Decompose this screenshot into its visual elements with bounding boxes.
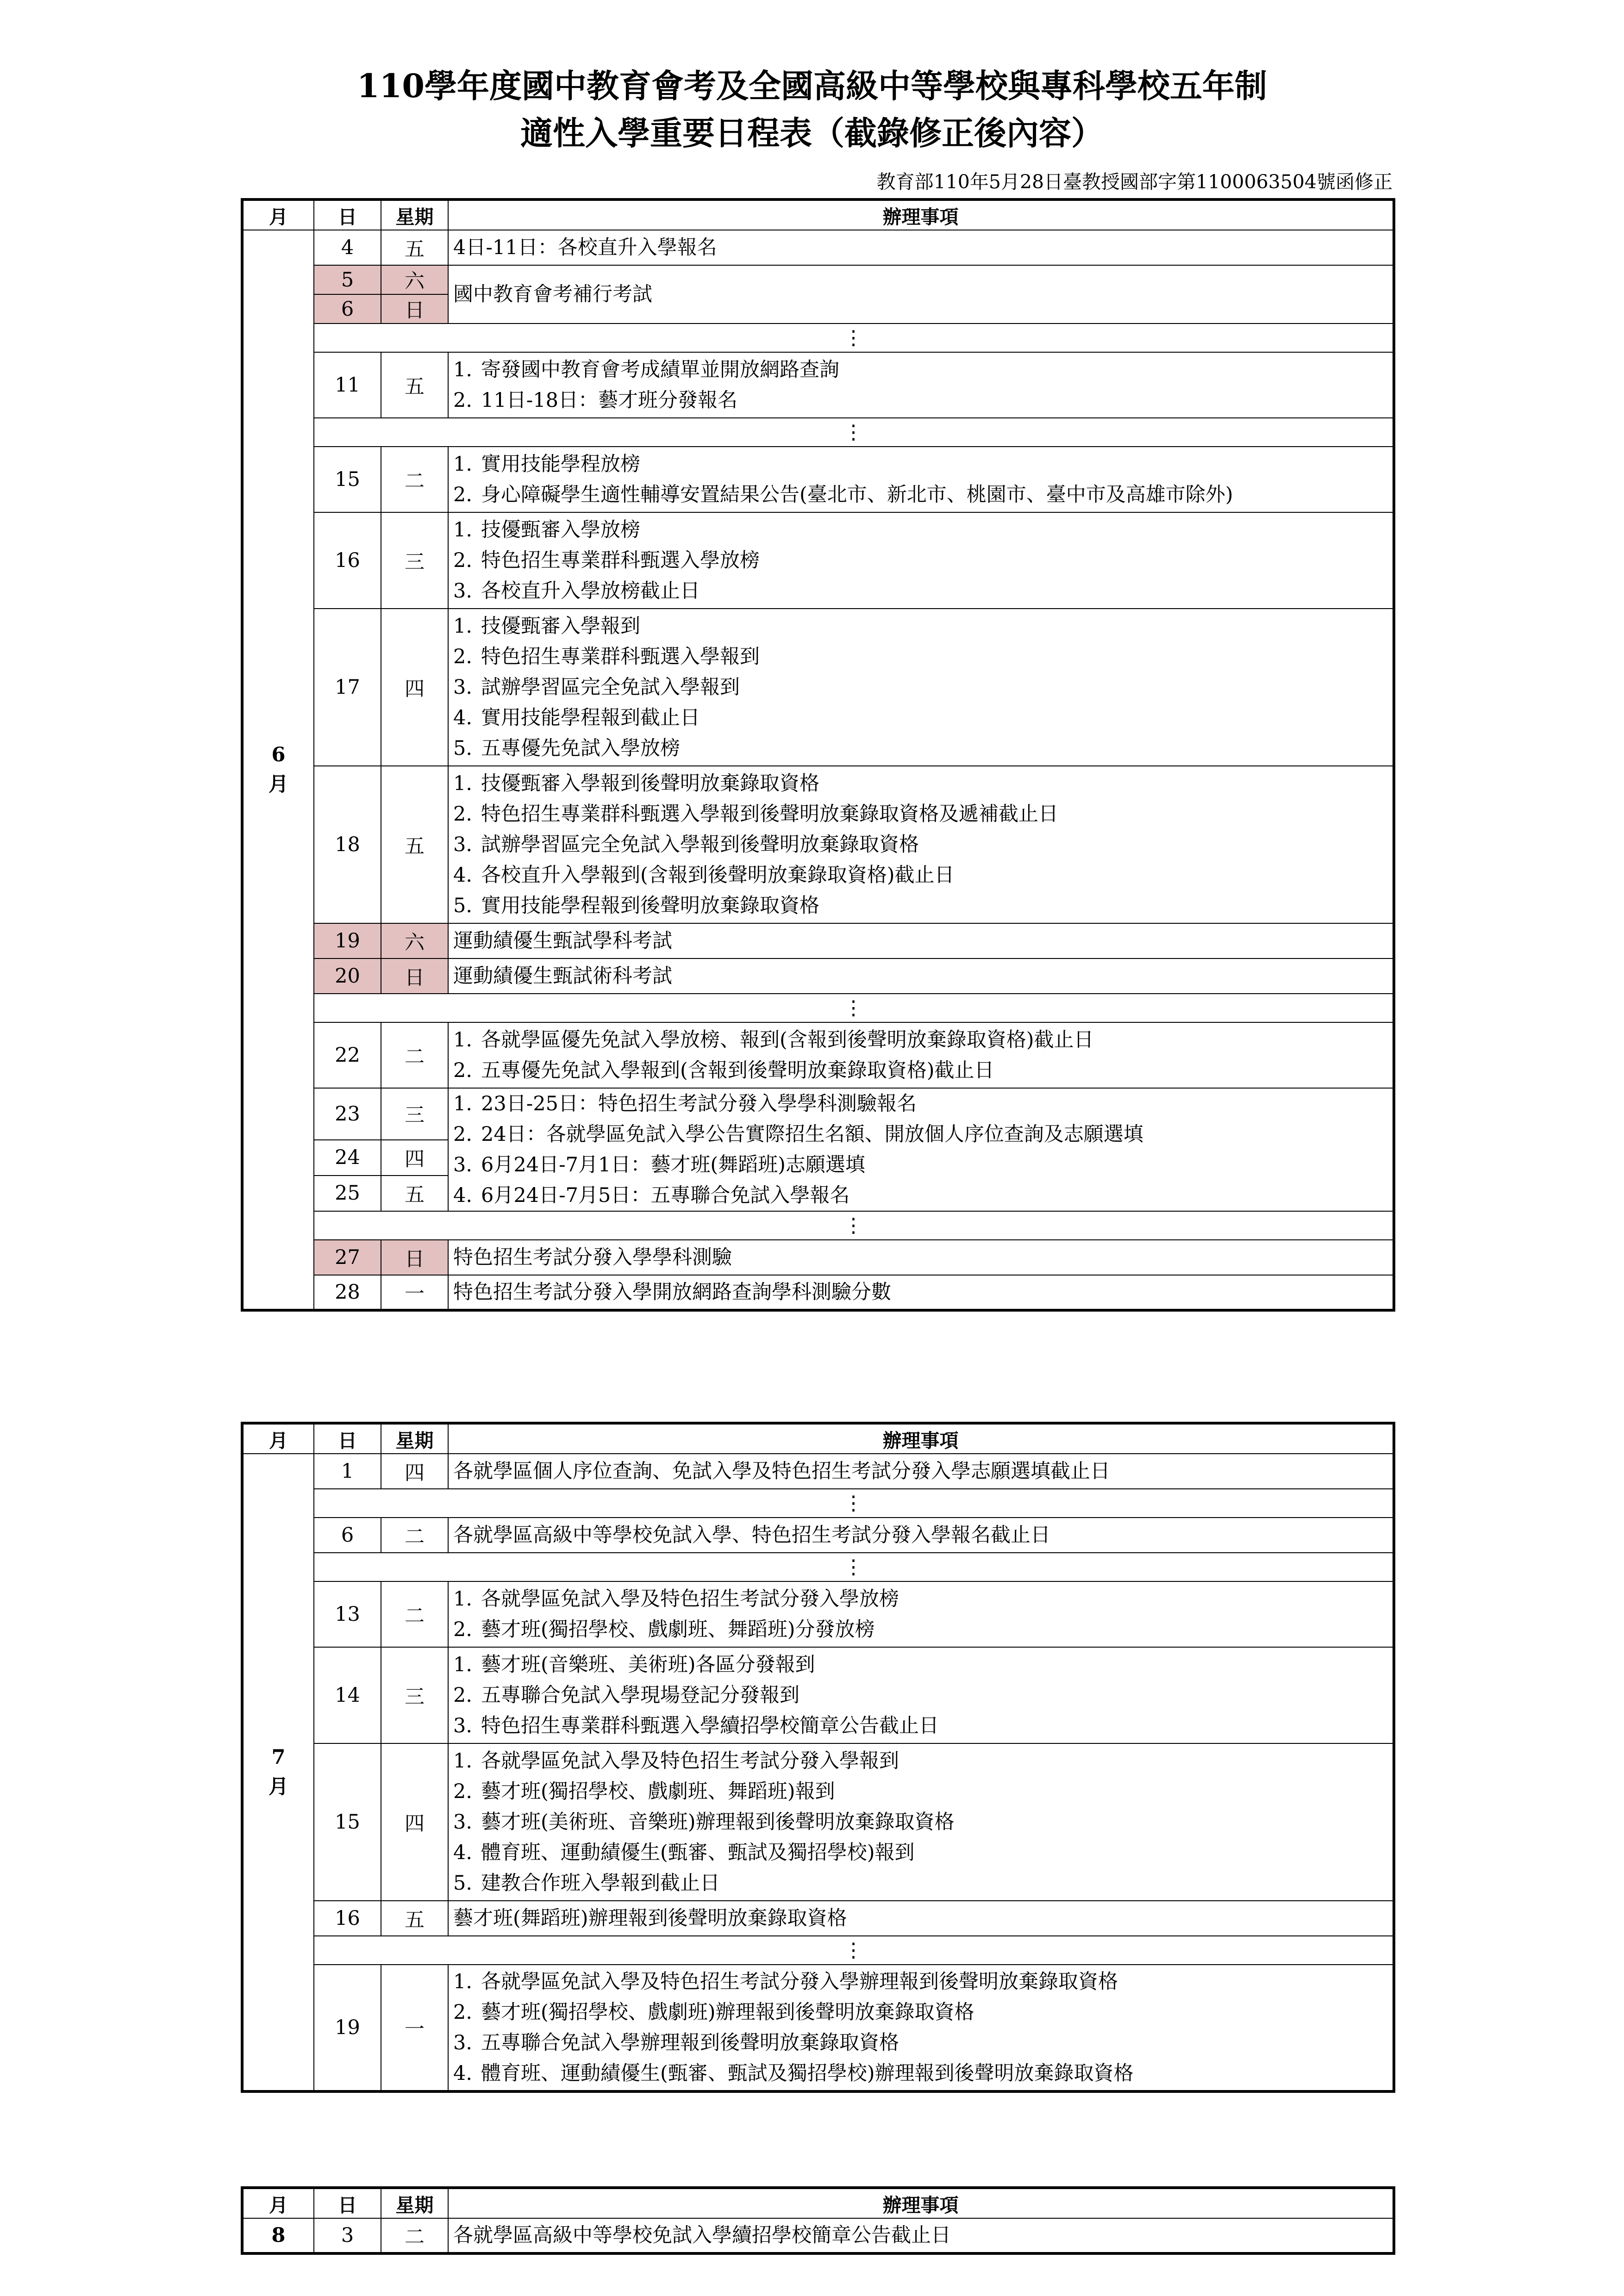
item-line: 2. 藝才班(獨招學校、戲劇班、舞蹈班)報到: [453, 1780, 835, 1803]
weekday-cell: 三: [381, 512, 448, 609]
day-cell: 19: [314, 1965, 381, 2091]
item-line: 1. 23日-25日：特色招生考試分發入學學科測驗報名: [453, 1092, 917, 1115]
table-row: [242, 1088, 1394, 1140]
weekday-cell: 五: [381, 352, 448, 418]
items-cell: [448, 609, 1394, 766]
weekday-cell: 四: [381, 1140, 448, 1176]
day-cell: 24: [314, 1140, 381, 1176]
items-cell: [448, 1022, 1394, 1088]
schedule-table-august: [241, 2186, 1395, 2255]
table-row: [242, 1454, 1394, 1489]
weekday-cell: 五: [381, 1176, 448, 1211]
month-cell: 8: [242, 2218, 314, 2253]
header-items: 辦理事項: [448, 1423, 1394, 1454]
item-line: 4. 各校直升入學報到(含報到後聲明放棄錄取資格)截止日: [453, 864, 955, 887]
weekday-cell: 三: [381, 1088, 448, 1140]
item-line: 2. 五專優先免試入學報到(含報到後聲明放棄錄取資格)截止日: [453, 1059, 994, 1082]
item-line: 2. 11日-18日：藝才班分發報名: [453, 389, 737, 412]
items-cell: [448, 1454, 1394, 1489]
weekday-cell: 二: [381, 447, 448, 512]
day-cell: 22: [314, 1022, 381, 1088]
day-cell: 15: [314, 1743, 381, 1901]
weekday-cell: 日: [381, 1240, 448, 1275]
header-row: [242, 1423, 1394, 1454]
item-line: 1. 技優甄審入學報到: [453, 615, 640, 638]
items-cell: [448, 230, 1394, 265]
ellipsis-cell: ⋮: [314, 324, 1394, 352]
item-line: 5. 實用技能學程報到後聲明放棄錄取資格: [453, 894, 819, 917]
item-line: 4. 實用技能學程報到截止日: [453, 706, 700, 729]
ellipsis-row: [242, 994, 1394, 1022]
item-line: 3. 藝才班(美術班、音樂班)辦理報到後聲明放棄錄取資格: [453, 1811, 955, 1834]
table-row: [242, 230, 1394, 265]
item-line: 2. 特色招生專業群科甄選入學報到後聲明放棄錄取資格及遞補截止日: [453, 803, 1058, 826]
item-line: 3. 特色招生專業群科甄選入學續招學校簡章公告截止日: [453, 1714, 939, 1737]
day-cell: 16: [314, 512, 381, 609]
item-line: 4. 體育班、運動績優生(甄審、甄試及獨招學校)辦理報到後聲明放棄錄取資格: [453, 2062, 1134, 2085]
header-row: [242, 199, 1394, 230]
header-day: 日: [314, 1423, 381, 1454]
item-line: 1. 各就學區免試入學及特色招生考試分發入學報到: [453, 1749, 899, 1773]
items-cell: [448, 1743, 1394, 1901]
weekday-cell: 二: [381, 2218, 448, 2253]
item-line: 4. 6月24日-7月5日：五專聯合免試入學報名: [453, 1184, 850, 1207]
day-cell: 6: [314, 1518, 381, 1553]
reference-note: 教育部110年5月28日臺教授國部字第1100063504號函修正: [876, 171, 1393, 193]
table-row: [242, 1581, 1394, 1647]
day-cell: 18: [314, 766, 381, 923]
items-cell: [448, 1088, 1394, 1211]
items-cell: [448, 923, 1394, 958]
item-line: 3. 6月24日-7月1日：藝才班(舞蹈班)志願選填: [453, 1153, 865, 1176]
weekday-cell: 五: [381, 1901, 448, 1936]
header-weekday: 星期: [381, 199, 448, 230]
item-line: 3. 試辦學習區完全免試入學報到: [453, 676, 740, 699]
schedule-table-july: [241, 1422, 1395, 2093]
table-row: [242, 265, 1394, 294]
item-line: 4. 體育班、運動績優生(甄審、甄試及獨招學校)報到: [453, 1841, 915, 1864]
item-line: 特色招生考試分發入學開放網路查詢學科測驗分數: [453, 1281, 891, 1304]
day-cell: 27: [314, 1240, 381, 1275]
weekday-cell: 一: [381, 1965, 448, 2091]
header-month: 月: [242, 199, 314, 230]
items-cell: [448, 958, 1394, 994]
item-line: 2. 五專聯合免試入學現場登記分發報到: [453, 1684, 800, 1707]
table-row: [242, 766, 1394, 923]
month-cell: 7 月: [242, 1454, 314, 2091]
item-line: 1. 各就學區優先免試入學放榜、報到(含報到後聲明放棄錄取資格)截止日: [453, 1028, 1094, 1052]
items-cell: [448, 1901, 1394, 1936]
header-row: [242, 2188, 1394, 2218]
table-row: [242, 1022, 1394, 1088]
schedule-table-june: [241, 198, 1395, 1312]
items-cell: [448, 1581, 1394, 1647]
items-cell: [448, 512, 1394, 609]
item-line: 1. 技優甄審入學報到後聲明放棄錄取資格: [453, 772, 819, 795]
day-cell: 15: [314, 447, 381, 512]
day-cell: 13: [314, 1581, 381, 1647]
ellipsis-row: [242, 1489, 1394, 1518]
header-day: 日: [314, 199, 381, 230]
day-cell: 1: [314, 1454, 381, 1489]
day-cell: 14: [314, 1647, 381, 1743]
table-row: [242, 958, 1394, 994]
weekday-cell: 二: [381, 1518, 448, 1553]
header-month: 月: [242, 1423, 314, 1454]
weekday-cell: 二: [381, 1581, 448, 1647]
day-cell: 4: [314, 230, 381, 265]
month-cell: 6 月: [242, 230, 314, 1310]
table-row: [242, 609, 1394, 766]
day-cell: 23: [314, 1088, 381, 1140]
day-cell: 3: [314, 2218, 381, 2253]
items-cell: [448, 1518, 1394, 1553]
title-line-1: 110學年度國中教育會考及全國高級中等學校與專科學校五年制: [356, 67, 1268, 105]
ellipsis-cell: ⋮: [314, 418, 1394, 447]
item-line: 3. 各校直升入學放榜截止日: [453, 579, 700, 603]
header-weekday: 星期: [381, 1423, 448, 1454]
items-cell: [448, 1647, 1394, 1743]
header-items: 辦理事項: [448, 199, 1394, 230]
item-line: 運動績優生甄試術科考試: [453, 964, 672, 988]
weekday-cell: 三: [381, 1647, 448, 1743]
items-cell: [448, 352, 1394, 418]
item-line: 2. 特色招生專業群科甄選入學報到: [453, 645, 760, 668]
item-line: 2. 24日：各就學區免試入學公告實際招生名額、開放個人序位查詢及志願選填: [453, 1123, 1143, 1146]
item-line: 特色招生考試分發入學學科測驗: [453, 1246, 732, 1269]
day-cell: 20: [314, 958, 381, 994]
day-cell: 25: [314, 1176, 381, 1211]
item-line: 2. 藝才班(獨招學校、戲劇班、舞蹈班)分發放榜: [453, 1618, 875, 1641]
day-cell: 11: [314, 352, 381, 418]
header-weekday: 星期: [381, 2188, 448, 2218]
table-row: [242, 1965, 1394, 2091]
ellipsis-row: [242, 1211, 1394, 1240]
item-line: 3. 試辦學習區完全免試入學報到後聲明放棄錄取資格: [453, 833, 919, 856]
table-row: [242, 1901, 1394, 1936]
table-row: [242, 1647, 1394, 1743]
table-row: [242, 923, 1394, 958]
day-cell: 19: [314, 923, 381, 958]
item-line: 1. 藝才班(音樂班、美術班)各區分發報到: [453, 1653, 815, 1676]
item-line: 5. 建教合作班入學報到截止日: [453, 1872, 720, 1895]
weekday-cell: 四: [381, 1743, 448, 1901]
item-line: 2. 特色招生專業群科甄選入學放榜: [453, 549, 760, 572]
item-line: 各就學區高級中等學校免試入學、特色招生考試分發入學報名截止日: [453, 1524, 1050, 1547]
weekday-cell: 四: [381, 609, 448, 766]
ellipsis-row: [242, 324, 1394, 352]
ellipsis-row: [242, 418, 1394, 447]
day-cell: 6: [314, 294, 381, 324]
title-line-2: 適性入學重要日程表（截錄修正後內容）: [520, 114, 1104, 152]
item-line: 各就學區個人序位查詢、免試入學及特色招生考試分發入學志願選填截止日: [453, 1460, 1110, 1483]
items-cell: [448, 1240, 1394, 1275]
weekday-cell: 五: [381, 230, 448, 265]
weekday-cell: 四: [381, 1454, 448, 1489]
item-line: 藝才班(舞蹈班)辦理報到後聲明放棄錄取資格: [453, 1907, 847, 1930]
item-line: 5. 五專優先免試入學放榜: [453, 737, 680, 760]
table-row: [242, 447, 1394, 512]
ellipsis-row: [242, 1936, 1394, 1965]
item-line: 1. 技優甄審入學放榜: [453, 518, 640, 541]
table-row: [242, 512, 1394, 609]
weekday-cell: 日: [381, 958, 448, 994]
items-cell: [448, 2218, 1394, 2253]
weekday-cell: 六: [381, 923, 448, 958]
header-items: 辦理事項: [448, 2188, 1394, 2218]
weekday-cell: 二: [381, 1022, 448, 1088]
items-cell: [448, 265, 1394, 324]
table-row: [242, 1743, 1394, 1901]
day-cell: 16: [314, 1901, 381, 1936]
ellipsis-row: [242, 1553, 1394, 1581]
item-line: 3. 五專聯合免試入學辦理報到後聲明放棄錄取資格: [453, 2031, 899, 2054]
day-cell: 5: [314, 265, 381, 294]
ellipsis-cell: ⋮: [314, 994, 1394, 1022]
ellipsis-cell: ⋮: [314, 1489, 1394, 1518]
item-line: 1. 各就學區免試入學及特色招生考試分發入學放榜: [453, 1587, 899, 1611]
table-row: [242, 352, 1394, 418]
item-line: 國中教育會考補行考試: [453, 283, 652, 306]
header-day: 日: [314, 2188, 381, 2218]
weekday-cell: 一: [381, 1275, 448, 1310]
weekday-cell: 六: [381, 265, 448, 294]
items-cell: [448, 1275, 1394, 1310]
items-cell: [448, 1965, 1394, 2091]
item-line: 2. 藝才班(獨招學校、戲劇班)辦理報到後聲明放棄錄取資格: [453, 2001, 974, 2024]
item-line: 2. 身心障礙學生適性輔導安置結果公告(臺北市、新北市、桃園市、臺中市及高雄市除外): [453, 483, 1233, 506]
ellipsis-cell: ⋮: [314, 1553, 1394, 1581]
ellipsis-cell: ⋮: [314, 1211, 1394, 1240]
item-line: 1. 寄發國中教育會考成績單並開放網路查詢: [453, 358, 839, 381]
item-line: 各就學區高級中等學校免試入學續招學校簡章公告截止日: [453, 2224, 951, 2247]
items-cell: [448, 766, 1394, 923]
day-cell: 28: [314, 1275, 381, 1310]
table-row: [242, 2218, 1394, 2253]
item-line: 1. 實用技能學程放榜: [453, 453, 640, 476]
weekday-cell: 五: [381, 766, 448, 923]
items-cell: [448, 447, 1394, 512]
item-line: 1. 各就學區免試入學及特色招生考試分發入學辦理報到後聲明放棄錄取資格: [453, 1970, 1118, 1993]
table-row: [242, 1240, 1394, 1275]
ellipsis-cell: ⋮: [314, 1936, 1394, 1965]
header-month: 月: [242, 2188, 314, 2218]
item-line: 4日-11日：各校直升入學報名: [453, 236, 717, 259]
table-row: [242, 1518, 1394, 1553]
table-row: [242, 1275, 1394, 1310]
day-cell: 17: [314, 609, 381, 766]
item-line: 運動績優生甄試學科考試: [453, 929, 672, 952]
weekday-cell: 日: [381, 294, 448, 324]
